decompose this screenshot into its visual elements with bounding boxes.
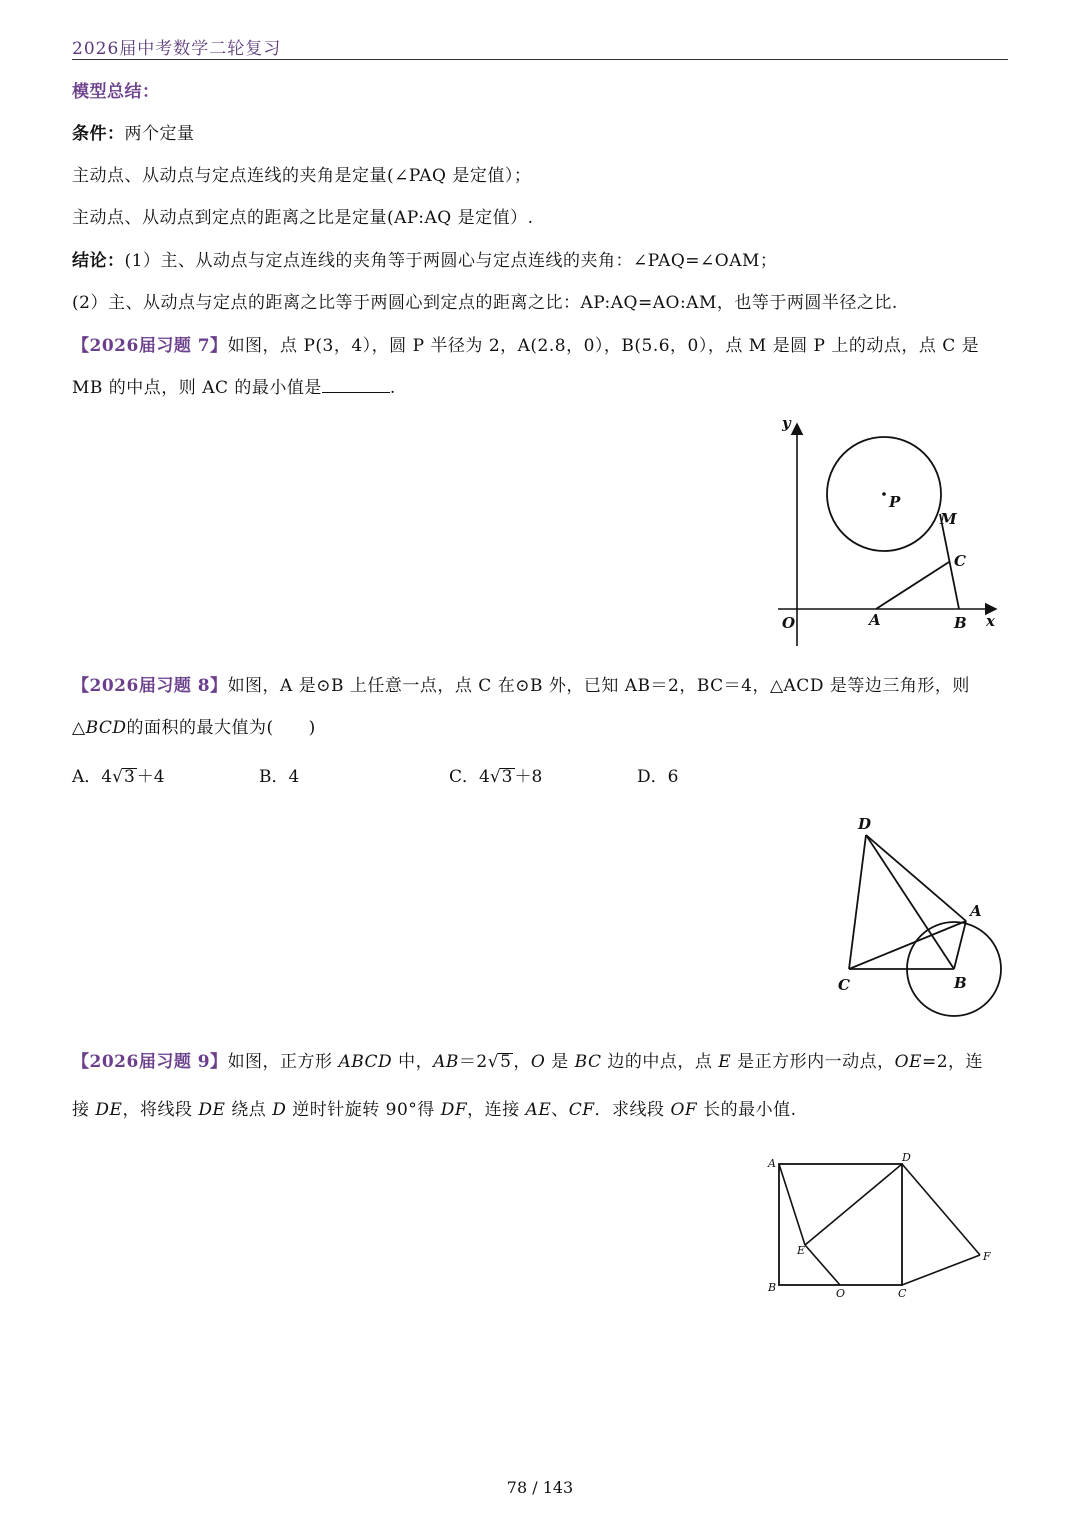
q9-text: 逆时针旋转 90°得 — [286, 1100, 441, 1120]
q9-var: OE — [894, 1052, 922, 1072]
label-y: y — [782, 414, 791, 432]
summary-line-2: 主动点、从动点到定点的距离之比是定量(AP:AQ 是定值）. — [72, 208, 534, 228]
q8-text-1: 如图，A 是⊙B 上任意一点，点 C 在⊙B 外，已知 AB＝2，BC＝4，△ACD 是等边三角形，则 — [227, 676, 970, 696]
q8-line-1 — [72, 671, 970, 696]
summary-heading: 模型总结： — [72, 82, 160, 102]
q8-figure — [830, 810, 1010, 1020]
square-abcd — [779, 1164, 902, 1285]
option-c — [449, 762, 542, 787]
q9-tag: 【2026届习题 9】 — [72, 1052, 228, 1072]
q9-var: BC — [574, 1052, 602, 1072]
answer-blank — [322, 379, 390, 393]
q9-text: =2，连 — [921, 1052, 984, 1072]
q9-var: AE — [525, 1100, 552, 1120]
q8-triangle-name: BCD — [85, 718, 127, 738]
point-p — [882, 492, 886, 496]
label-o: O — [782, 614, 796, 632]
option-a-radicand: 3 — [123, 767, 135, 787]
summary-condition — [72, 119, 195, 144]
label-p: P — [889, 493, 901, 511]
label-o: O — [836, 1287, 846, 1300]
option-c-tail: ＋8 — [514, 767, 543, 787]
q9-var: O — [530, 1052, 546, 1072]
q9-var: CF — [568, 1100, 595, 1120]
q9-text: 是 — [545, 1052, 575, 1072]
option-c-label: C．4 — [449, 767, 490, 787]
label-d: D — [902, 1151, 911, 1164]
label-x: x — [986, 612, 995, 630]
segment-ae — [779, 1164, 805, 1245]
label-m: M — [940, 510, 957, 528]
q7-text-2: MB 的中点，则 AC 的最小值是 — [72, 378, 322, 398]
q8-tag: 【2026届习题 8】 — [72, 676, 228, 696]
q9-figure — [760, 1150, 1000, 1305]
segment-da — [866, 835, 966, 921]
q9-text: 接 — [72, 1100, 96, 1120]
q9-line-1 — [72, 1047, 983, 1072]
q8-triangle-symbol: △ — [72, 718, 86, 738]
option-a-tail: ＋4 — [136, 767, 165, 787]
option-b: B．4 — [259, 767, 300, 787]
header-title: 2026届中考数学二轮复习 — [72, 39, 282, 59]
segment-df — [902, 1164, 980, 1255]
option-c-radicand: 3 — [501, 767, 513, 787]
segment-dc — [849, 835, 866, 969]
segment-db — [866, 835, 954, 969]
q9-var: OF — [670, 1100, 698, 1120]
label-b: B — [768, 1281, 777, 1294]
label-f: F — [983, 1250, 991, 1263]
q9-text: 绕点 — [225, 1100, 273, 1120]
q9-text: ， — [513, 1052, 531, 1072]
label-a: A — [869, 611, 881, 629]
q9-text: 边的中点，点 — [601, 1052, 719, 1072]
header-divider — [72, 59, 1008, 60]
q9-text: ．求线段 — [594, 1100, 671, 1120]
page-number: 78 / 143 — [506, 1478, 574, 1497]
label-a: A — [970, 902, 982, 920]
q7-line-1 — [72, 331, 979, 356]
label-d: D — [858, 815, 872, 833]
q9-text: 是正方形内一动点， — [731, 1052, 895, 1072]
label-e: E — [797, 1244, 806, 1257]
q9-text: 如图，正方形 — [227, 1052, 339, 1072]
radical-icon: √ — [489, 767, 501, 787]
q8-text-2: 的面积的最大值为( ) — [126, 718, 316, 738]
q9-var: DE — [198, 1100, 226, 1120]
q9-var: E — [718, 1052, 732, 1072]
label-c: C — [838, 976, 850, 994]
q7-figure — [770, 410, 1010, 650]
segment-cf — [902, 1255, 980, 1285]
option-a — [72, 762, 165, 787]
summary-conclusion-2: (2）主、从动点与定点的距离之比等于两圆心到定点的距离之比：AP:AQ=AO:AM，也等于两圆半径之比. — [72, 293, 898, 313]
conclusion-label: 结论： — [72, 251, 125, 271]
condition-label: 条件： — [72, 124, 125, 144]
q9-text: ，连接 — [467, 1100, 526, 1120]
q9-text: 长的最小值. — [697, 1100, 797, 1120]
label-c: C — [898, 1287, 907, 1300]
segment-ac — [876, 562, 949, 609]
q7-text-1: 如图，点 P(3，4），圆 P 半径为 2，A(2.8，0），B(5.6，0），点 M 是圆 P 上的动点，点 C 是 — [227, 336, 980, 356]
segment-eo — [805, 1245, 840, 1285]
q7-line-2 — [72, 373, 396, 398]
option-a-label: A．4 — [72, 767, 113, 787]
q9-text: 中， — [392, 1052, 434, 1072]
q9-text: 、 — [551, 1100, 569, 1120]
label-a: A — [768, 1157, 776, 1170]
q7-tag: 【2026届习题 7】 — [72, 336, 228, 356]
q9-var: ABCD — [338, 1052, 393, 1072]
conclusion-text: (1）主、从动点与定点连线的夹角等于两圆心与定点连线的夹角：∠PAQ=∠OAM； — [124, 251, 778, 271]
segment-ab — [954, 921, 966, 969]
label-c: C — [954, 552, 966, 570]
segment-de — [805, 1164, 902, 1245]
q9-text: ＝2 — [458, 1052, 488, 1072]
radical-icon: √ — [487, 1052, 500, 1072]
label-b: B — [954, 614, 967, 632]
q9-line-2 — [72, 1095, 797, 1120]
condition-text: 两个定量 — [124, 124, 195, 144]
q8-line-2 — [72, 713, 316, 738]
q9-text: ，将线段 — [122, 1100, 199, 1120]
q9-var: D — [272, 1100, 287, 1120]
q9-var: DE — [95, 1100, 123, 1120]
radical-icon: √ — [112, 767, 123, 787]
summary-conclusion — [72, 246, 777, 271]
label-b: B — [954, 974, 967, 992]
option-d: D．6 — [637, 767, 679, 787]
summary-line-1: 主动点、从动点与定点连线的夹角是定量(∠PAQ 是定值）； — [72, 166, 532, 186]
q9-radicand: 5 — [500, 1052, 512, 1072]
q7-text-end: . — [389, 378, 396, 398]
q9-var: AB — [433, 1052, 459, 1072]
q9-var: DF — [440, 1100, 468, 1120]
